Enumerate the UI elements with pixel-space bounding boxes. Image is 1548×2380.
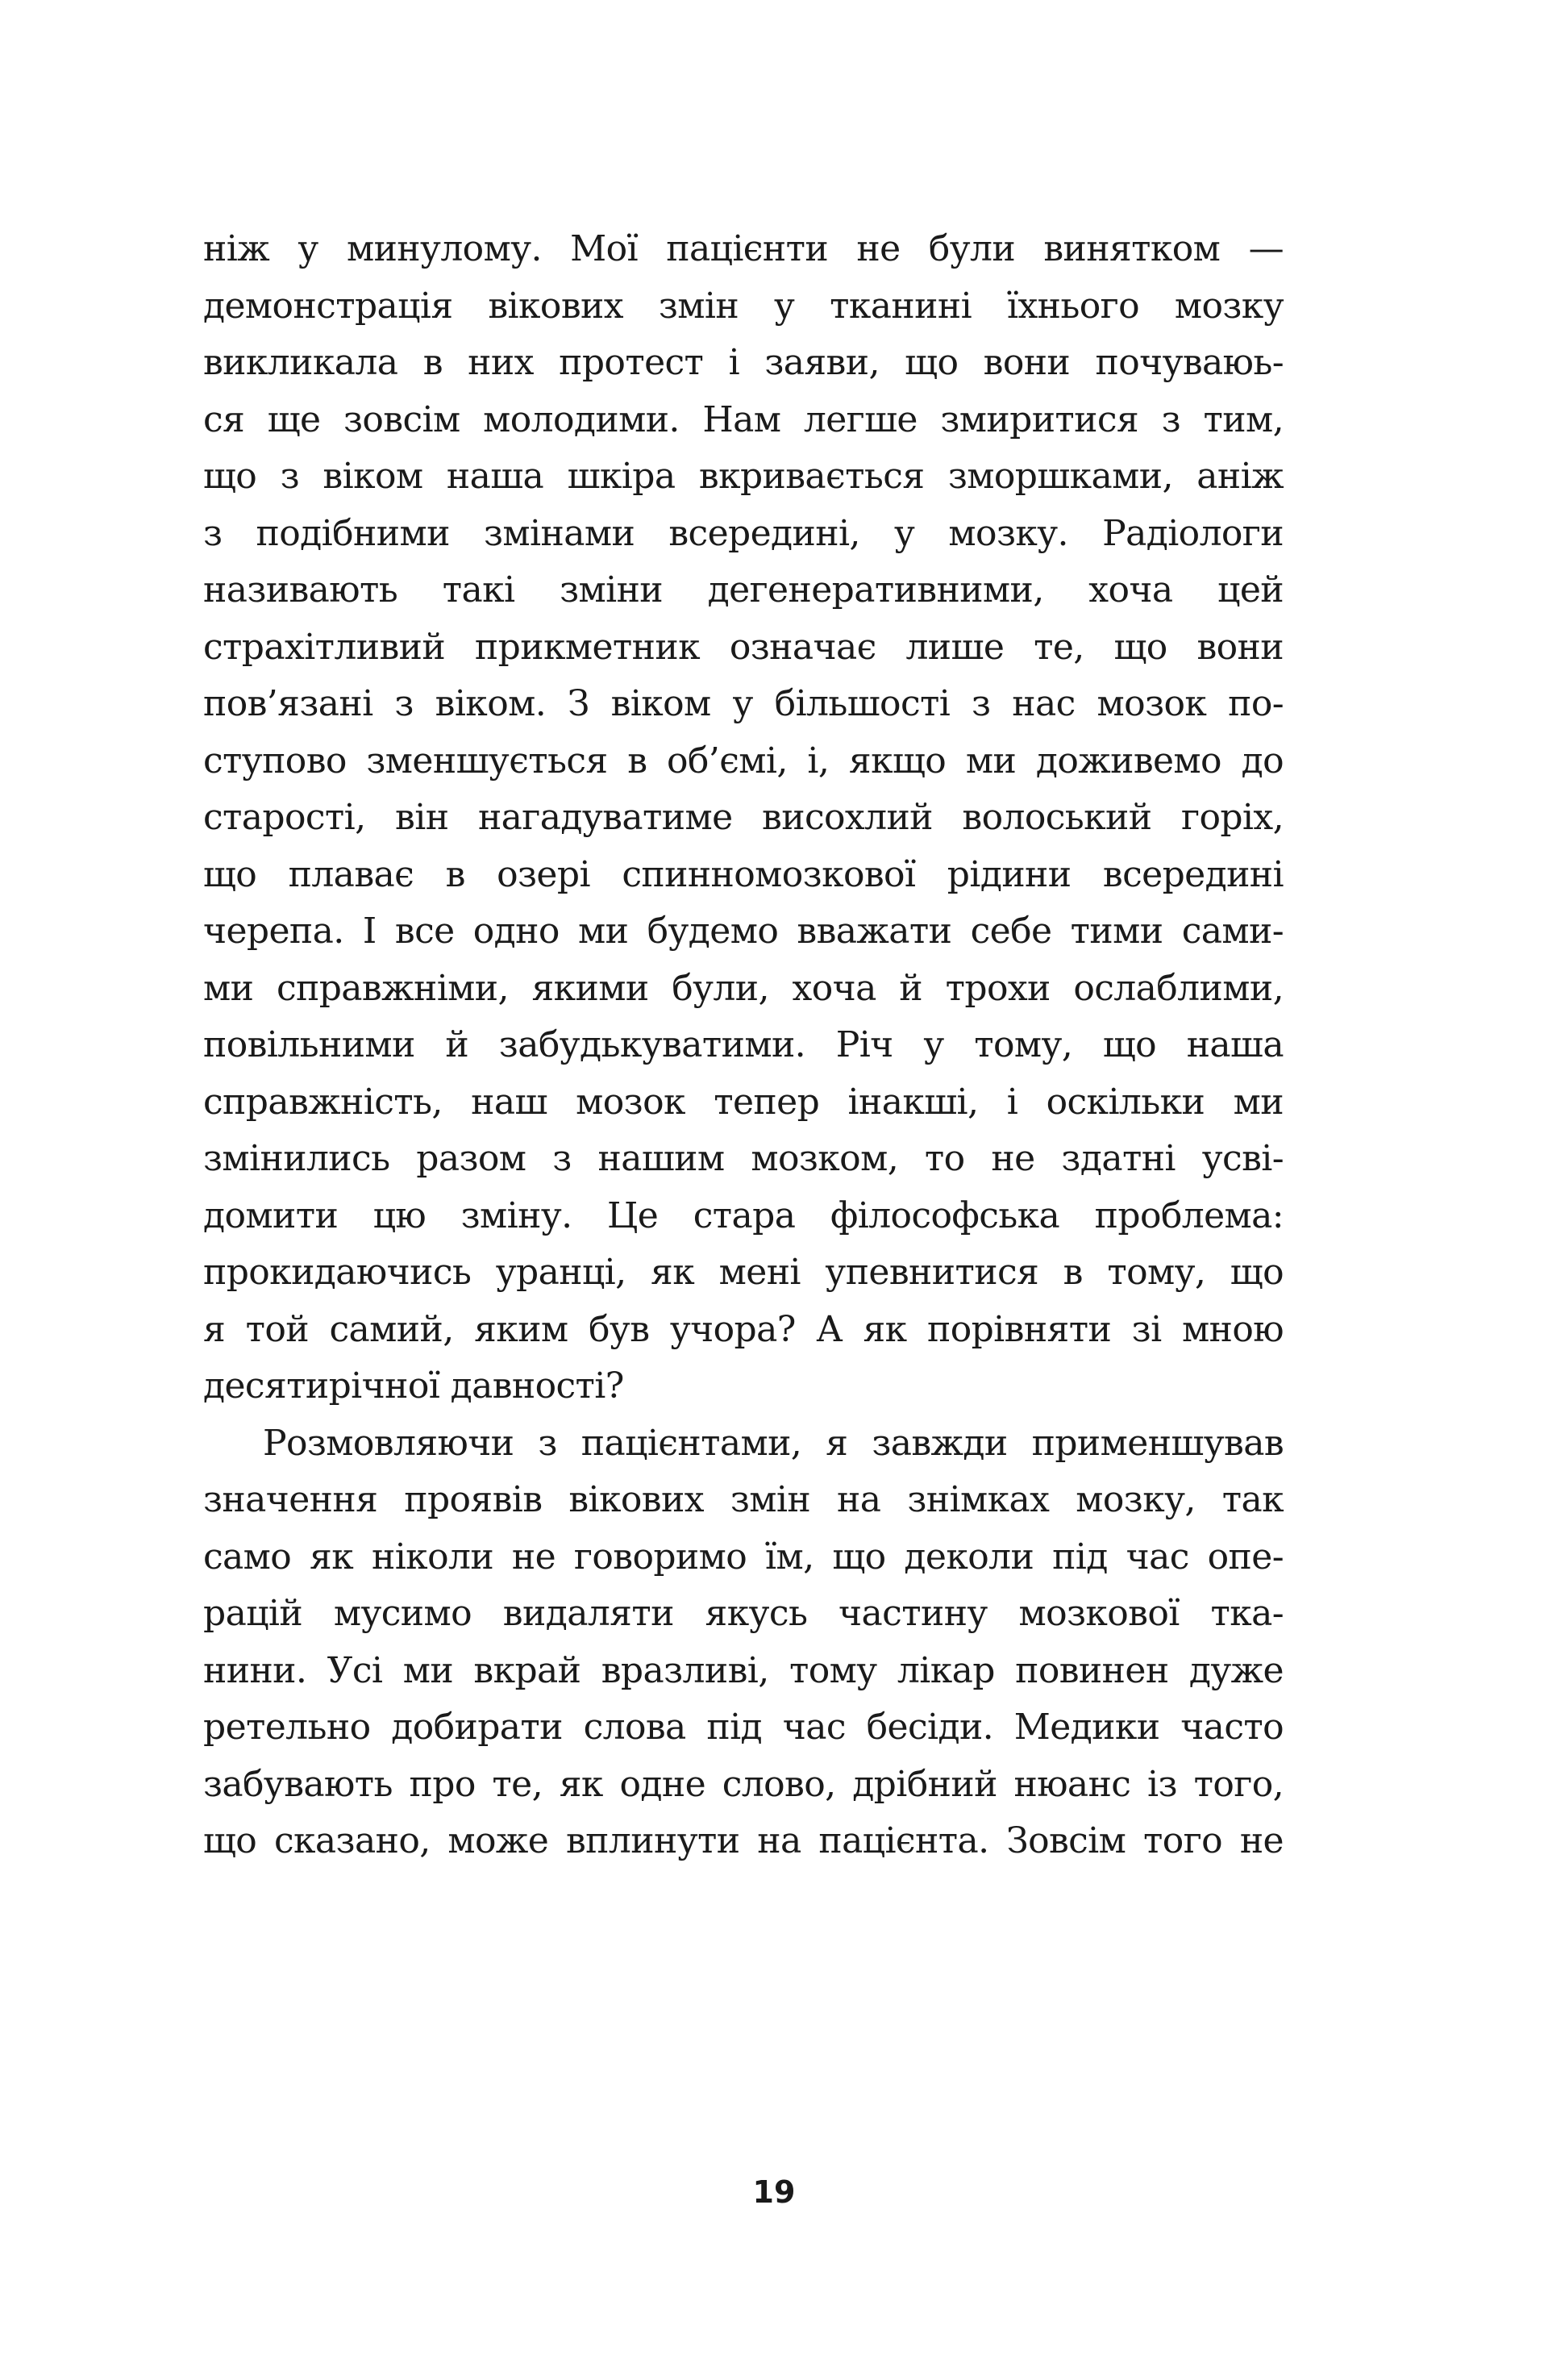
text-line: Розмовляючи з пацієнтами, я завжди применшував: [263, 1422, 1284, 1464]
text-line: справжність, наш мозок тепер інакші, і оскільки ми: [203, 1081, 1284, 1123]
text-line: ми справжніми, якими були, хоча й трохи ослаблими,: [203, 967, 1284, 1009]
text-line: нини. Усі ми вкрай вразливі, тому лікар повинен дуже: [203, 1649, 1284, 1691]
text-line: викликала в них протест і заяви, що вони почуваюь-: [203, 342, 1284, 383]
paragraph: [203, 1415, 1284, 1870]
text-line: само як ніколи не говоримо їм, що деколи під час опе-: [203, 1536, 1284, 1578]
page-number: 19: [752, 2174, 796, 2210]
text-line: що плаває в озері спинномозкової рідини всередині: [203, 853, 1284, 895]
text-line: що з віком наша шкіра вкривається зморшками, аніж: [203, 456, 1284, 497]
body-text: [203, 221, 1284, 1870]
text-line: десятирічної давності?: [203, 1365, 624, 1407]
text-line: черепа. І все одно ми будемо вважати себе тими сами-: [203, 911, 1284, 952]
text-line: забувають про те, як одне слово, дрібний нюанс із того,: [203, 1763, 1284, 1805]
text-line: ступово зменшується в об’ємі, і, якщо ми доживемо до: [203, 740, 1284, 782]
text-line: повільними й забудькуватими. Річ у тому, що наша: [203, 1024, 1284, 1065]
text-line: страхітливий прикметник означає лише те, що вони: [203, 626, 1284, 668]
text-line: домити цю зміну. Це стара філософська проблема:: [203, 1194, 1284, 1236]
text-line: ретельно добирати слова під час бесіди. Медики часто: [203, 1707, 1284, 1748]
text-line: що сказано, може вплинути на пацієнта. Зовсім того не: [203, 1820, 1284, 1861]
text-line: старості, він нагадуватиме висохлий волоський горіх,: [203, 797, 1284, 838]
text-line: рацій мусимо видаляти якусь частину мозкової тка-: [203, 1593, 1284, 1634]
text-line: ніж у минулому. Мої пацієнти не були винятком —: [203, 228, 1284, 269]
paragraph: [203, 221, 1284, 1415]
text-line: з подібними змінами всередині, у мозку. Радіологи: [203, 512, 1284, 554]
text-line: пов’язані з віком. З віком у більшості з нас мозок по-: [203, 683, 1284, 724]
text-line: ся ще зовсім молодими. Нам легше змиритися з тим,: [203, 398, 1284, 440]
text-line: демонстрація вікових змін у тканині їхнього мозку: [203, 285, 1284, 327]
text-line: прокидаючись уранці, як мені упевнитися в тому, що: [203, 1252, 1284, 1293]
text-line: змінились разом з нашим мозком, то не здатні усві-: [203, 1138, 1284, 1179]
text-line: називають такі зміни дегенеративними, хоча цей: [203, 569, 1284, 611]
text-line: я той самий, яким був учора? А як порівняти зі мною: [203, 1308, 1284, 1350]
text-line: значення проявів вікових змін на знімках мозку, так: [203, 1479, 1284, 1520]
